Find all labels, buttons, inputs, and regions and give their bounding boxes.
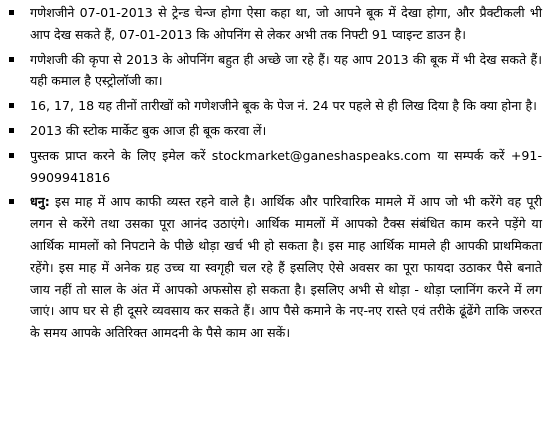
bullet-icon [9, 153, 14, 158]
list-item [4, 95, 542, 117]
horoscope-text: इस माह में आप काफी व्यस्त रहने वाले है। आर्थिक और पारिवारिक मामले में आप जो भी करेंगे वह पूरी लगन से करेंगे तथा उसका पूरा आनंद उठाएंगे। आर्थिक मामलों में आपको टैक्स संबंधित काम करने पड़ेंगे या आर्थिक मामलों को निपटाने के पीछे थोड़ा खर्च भी हो सकता है। इस माह आर्थिक मामले ही आपकी प्राथमिकता रहेंगे। इस माह में अनेक ग्रह उच्च या स्वगृही चल रहे हैं इसलिए ऐसे अवसर का पूरा फायदा उठाकर पैसे बनाते जाय नहीं तो साल के अंत में आपको अफसोस हो सकता है। इसलिए अभी से थोड़ा - थोड़ा प्लानिंग करने में लग जाएं। आप घर से ही दूसरे व्यवसाय कर सकते हैं। आप पैसे कमाने के नए-नए रास्ते एवं तरीके ढूंढेंगे ताकि जरुरत के समय आपके अतिरिक्त आमदनी के पैसे काम आ सकें। [30, 194, 542, 341]
list-item [4, 145, 542, 189]
list-item-text: पुस्तक प्राप्त करने के लिए इमेल करें stockmarket@ganeshaspeaks.com या सम्पर्क करें +91-9909941816 [30, 147, 542, 185]
list-item-text: गणेशजीने 07-01-2013 से ट्रेन्ड चेन्ज होगा ऐसा कहा था, जो आपने बूक में देखा होगा, और प्रैक्टीकली भी आप देख सकते हैं, 07-01-2013 कि ओपनिंग से लेकर अभी तक निफ्टी 91 प्वाइन्ट डाउन है। [30, 5, 542, 42]
list-item-text: गणेशजी की कृपा से 2013 के ओपनिंग बहुत ही अच्छे जा रहे हैं। यह आप 2013 की बूक में भी देख सकते हैं। यही कमाल है एस्ट्रोलॉजी का। [30, 51, 542, 89]
bullet-icon [9, 199, 14, 204]
bullet-icon [9, 128, 14, 133]
zodiac-sign-label: धनु: [30, 194, 50, 210]
bullet-icon [9, 10, 14, 15]
bullet-icon [9, 103, 14, 108]
list-item-text: 2013 की स्टोक मार्केट बुक आज ही बूक करवा लें। [30, 122, 267, 138]
list-item [4, 2, 542, 46]
bullet-list [4, 2, 542, 344]
list-item [4, 120, 542, 142]
list-item [4, 49, 542, 93]
list-item-horoscope [4, 191, 542, 344]
bullet-icon [9, 57, 14, 62]
list-item-text: 16, 17, 18 यह तीनों तारीखों को गणेशजीने बूक के पेज नं. 24 पर पहले से ही लिख दिया है कि क्या होना है। [30, 98, 537, 114]
